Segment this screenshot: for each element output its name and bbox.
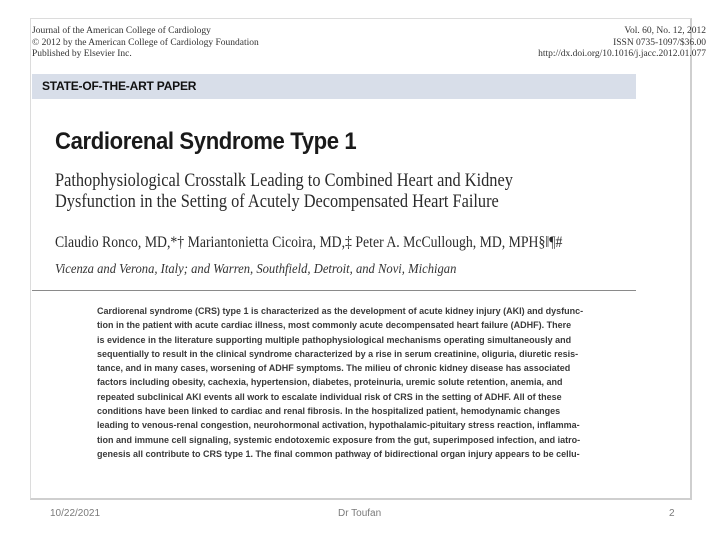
journal-issue-info bbox=[538, 26, 706, 61]
abstract-line: leading to venous-renal congestion, neurohormonal activation, hypothalamic-pituitary stress reaction, inflamma- bbox=[97, 420, 580, 431]
abstract-line: tion in the patient with acute cardiac illness, most commonly acute decompensated heart failure (ADHF). There bbox=[97, 320, 572, 331]
header-divider bbox=[32, 290, 636, 291]
abstract-line: Cardiorenal syndrome (CRS) type 1 is characterized as the development of acute kidney injury (AKI) and dysfunc- bbox=[97, 306, 584, 316]
abstract bbox=[97, 304, 617, 461]
abstract-line: genesis all contribute to CRS type 1. The final common pathway of bidirectional organ injury appears to be cellu- bbox=[97, 448, 580, 459]
abstract-line: conditions have been linked to cardiac and renal fibrosis. In the hospitalized patient, hemodynamic changes bbox=[97, 406, 561, 417]
article-authors: Claudio Ronco, MD,*† Mariantonietta Cicoira, MD,‡ Peter A. McCullough, MD, MPH§‖¶# bbox=[55, 234, 563, 251]
footer-page-number: 2 bbox=[669, 508, 675, 519]
subtitle-line: Pathophysiological Crosstalk Leading to Combined Heart and Kidney bbox=[55, 170, 513, 191]
abstract-line: tion and immune cell signaling, systemic endotoxemic exposure from the gut, superimposed infection, and iatro- bbox=[97, 434, 581, 445]
abstract-line: factors including obesity, cachexia, hypertension, diabetes, proteinuria, uremic solute retention, anemia, and bbox=[97, 377, 563, 388]
journal-publisher: Published by Elsevier Inc. bbox=[32, 49, 132, 59]
journal-name: Journal of the American College of Cardiology bbox=[32, 26, 211, 36]
article-affiliation: Vicenza and Verona, Italy; and Warren, Southfield, Detroit, and Novi, Michigan bbox=[55, 262, 457, 277]
paper-type-banner bbox=[32, 74, 636, 99]
subtitle-line: Dysfunction in the Setting of Acutely Decompensated Heart Failure bbox=[55, 191, 499, 212]
abstract-line: tance, and in many cases, worsening of ADHF symptoms. The milieu of chronic kidney disease has associated bbox=[97, 363, 571, 374]
footer-author: Dr Toufan bbox=[338, 508, 382, 519]
article-subtitle bbox=[55, 170, 513, 212]
footer-date: 10/22/2021 bbox=[50, 508, 101, 519]
journal-volume: Vol. 60, No. 12, 2012 bbox=[624, 26, 706, 36]
paper-type-label: STATE-OF-THE-ART PAPER bbox=[42, 79, 197, 93]
abstract-line: repeated subclinical AKI events all work to escalate individual risk of CRS in the setting of ADHF. All of these bbox=[97, 391, 562, 402]
journal-doi: http://dx.doi.org/10.1016/j.jacc.2012.01.077 bbox=[538, 49, 706, 59]
journal-copyright: © 2012 by the American College of Cardiology Foundation bbox=[32, 37, 259, 48]
article-title: Cardiorenal Syndrome Type 1 bbox=[55, 128, 357, 155]
journal-issn: ISSN 0735-1097/$36.00 bbox=[613, 37, 706, 48]
abstract-line: is evidence in the literature supporting multiple pathophysiological mechanisms operating simultaneously and bbox=[97, 334, 572, 345]
abstract-line: sequentially to result in the clinical syndrome characterized by a rise in serum creatinine, oliguria, diuretic resis- bbox=[97, 348, 579, 359]
journal-info bbox=[32, 26, 259, 61]
